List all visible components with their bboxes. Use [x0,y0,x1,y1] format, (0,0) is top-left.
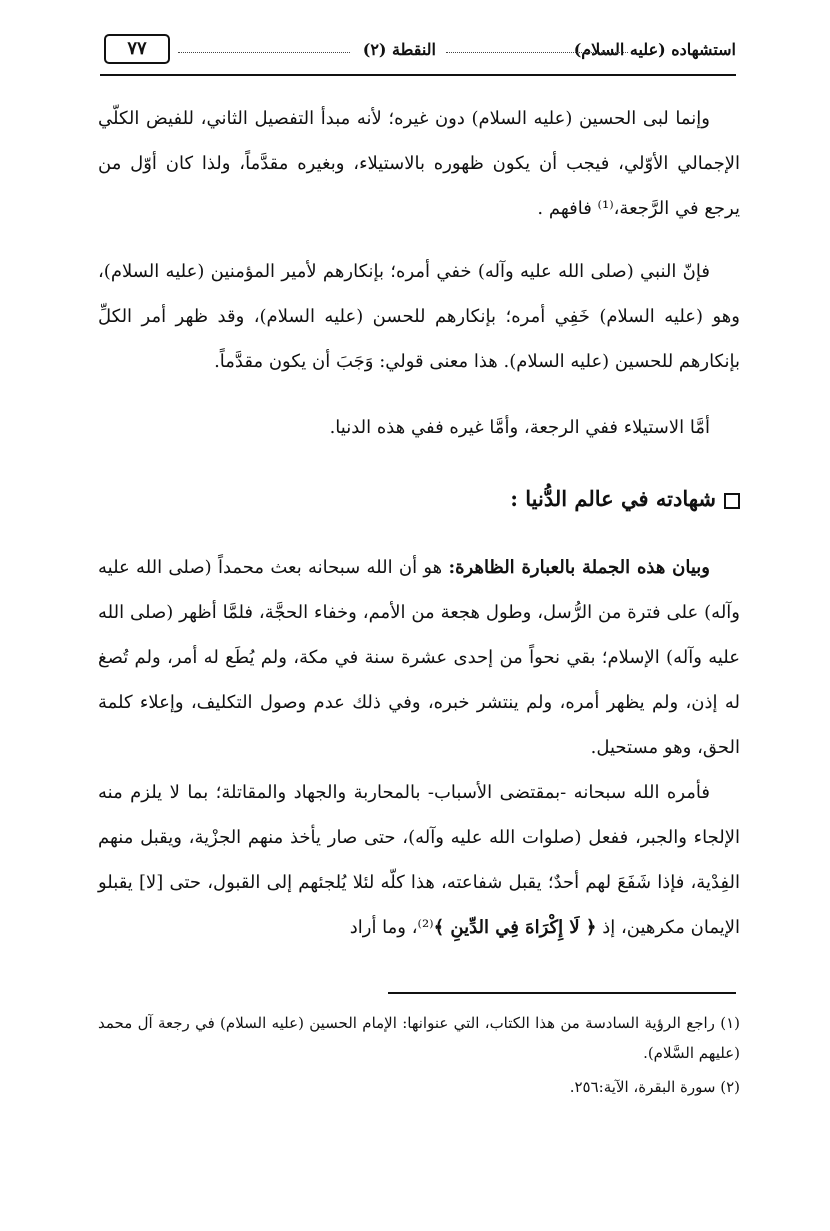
paragraph [98,96,740,231]
paragraph-text: فإنّ النبي (صلى الله عليه وآله) خفي أمره؛ بإنكارهم لأمير المؤمنين (عليه السلام)، وهو (عليه السلام) خَفِي أمره؛ بإنكارهم للحسن (عليه السلام)، وقد ظهر أمر الكلِّ بإنكارهم للحسين (عليه السلام). هذا معنى قولي: وَجَبَ أن يكون مقدَّماً. [98,261,740,372]
paragraph-text: أمَّا الاستيلاء ففي الرجعة، وأمَّا غيره ففي هذه الدنيا. [329,417,710,438]
paragraph-text [98,770,740,950]
section-heading [98,482,740,516]
page-number: ٧٧ [104,34,170,64]
paragraph-text [98,545,740,770]
paragraph-lead: وبيان هذه الجملة بالعبارة الظاهرة: [448,557,710,578]
quran-quote: ﴿ لَا إِكْرَاهَ فِي الدِّينِ ﴾ [433,917,597,938]
footnote-text: (٢) سورة البقرة، الآية:٢٥٦. [569,1078,740,1096]
header-dotted-leader [178,44,350,53]
paragraph-tail: ⁽²⁾، وما أراد [349,917,434,938]
paragraph [98,249,740,384]
square-bullet-icon [724,493,740,509]
paragraph-text: وإنما لبى الحسين (عليه السلام) دون غيره؛ لأنه مبدأ التفصيل الثاني، للفيض الكلّي الإجمالي الأوّلي، فيجب أن يكون ظهوره بالاستيلاء، وبغيره مقدَّماً، ولذا كان أوّل من يرجع في الرَّجعة،⁽¹⁾ فافهم . [98,108,740,219]
paragraph [98,405,740,450]
page-header [100,28,736,72]
section-heading-text: شهادته في عالم الدُّنيا : [510,486,716,511]
section-title: النقطة (٢) [362,40,436,59]
running-title: استشهاده (عليه السلام) [573,40,736,59]
paragraph [98,770,740,950]
footnote-text: (١) راجع الرؤية السادسة من هذا الكتاب، التي عنوانها: الإمام الحسين (عليه السلام) في رجعة آل محمد (عليهم السَّلام). [98,1014,740,1062]
footnote [98,1072,740,1102]
paragraph-body: هو أن الله سبحانه بعث محمداً (صلى الله عليه وآله) على فترة من الرُّسل، وطول هجعة من الأمم، وخفاء الحجَّة، فلمَّا أظهر (صلى الله عليه وآله) الإسلام؛ بقي نحواً من إحدى عشرة سنة في مكة، ولم يُطَع له أمر، ولم تُصغ له إذن، ولم يظهر أمره، ولم ينتشر خبره، وفي ذلك عدم وصول التكليف، وإعلاء كلمة الحق، وهو مستحيل. [98,557,740,758]
footnote [98,1008,740,1068]
header-dotted-leader [446,44,628,53]
header-rule [100,74,736,76]
footnote-rule [388,992,736,994]
paragraph [98,545,740,770]
paragraph-body: فأمره الله سبحانه -بمقتضى الأسباب- بالمحاربة والجهاد والمقاتلة؛ بما لا يلزم منه الإلجاء والجبر، ففعل (صلوات الله عليه وآله)، حتى صار يأخذ منهم الجزْية، ويقبل منهم الفِدْية، فإذا شَفَعَ لهم أحدٌ؛ يقبل شفاعته، هذا كلّه لئلا يُلجئهم إلى القبول، حتى [لا] يقبلو الإيمان مكرهين، إذ [98,782,740,938]
